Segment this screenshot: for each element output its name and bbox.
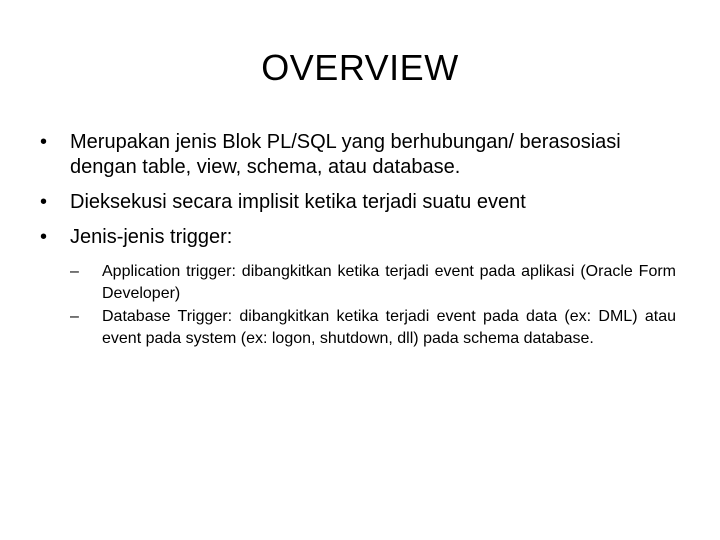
slide-title: OVERVIEW xyxy=(261,47,459,88)
sub-bullet-mark: – xyxy=(70,263,79,280)
bullet-item xyxy=(36,190,676,215)
bullet-item xyxy=(36,130,676,180)
sub-bullet-list xyxy=(70,261,676,350)
bullet-text: Dieksekusi secara implisit ketika terjadi suatu event xyxy=(70,191,526,213)
bullet-text: Jenis-jenis trigger: xyxy=(70,226,233,248)
sub-bullet-text: Database Trigger: dibangkitkan ketika terjadi event pada data (ex: DML) atau event pada system (ex: logon, shutdown, dll) pada schema database. xyxy=(102,308,676,347)
sub-bullet-text: Application trigger: dibangkitkan ketika terjadi event pada aplikasi (Oracle Form Developer) xyxy=(102,263,676,302)
bullet-list xyxy=(36,130,676,360)
bullet-item xyxy=(36,225,676,350)
bullet-text: Merupakan jenis Blok PL/SQL yang berhubungan/ berasosiasi dengan table, view, schema, atau database. xyxy=(70,131,621,178)
bullet-mark: • xyxy=(40,191,48,213)
sub-bullet-mark: – xyxy=(70,308,79,325)
sub-bullet-item xyxy=(70,261,676,305)
bullet-mark: • xyxy=(40,226,48,248)
bullet-mark: • xyxy=(40,131,48,153)
sub-bullet-item xyxy=(70,306,676,350)
